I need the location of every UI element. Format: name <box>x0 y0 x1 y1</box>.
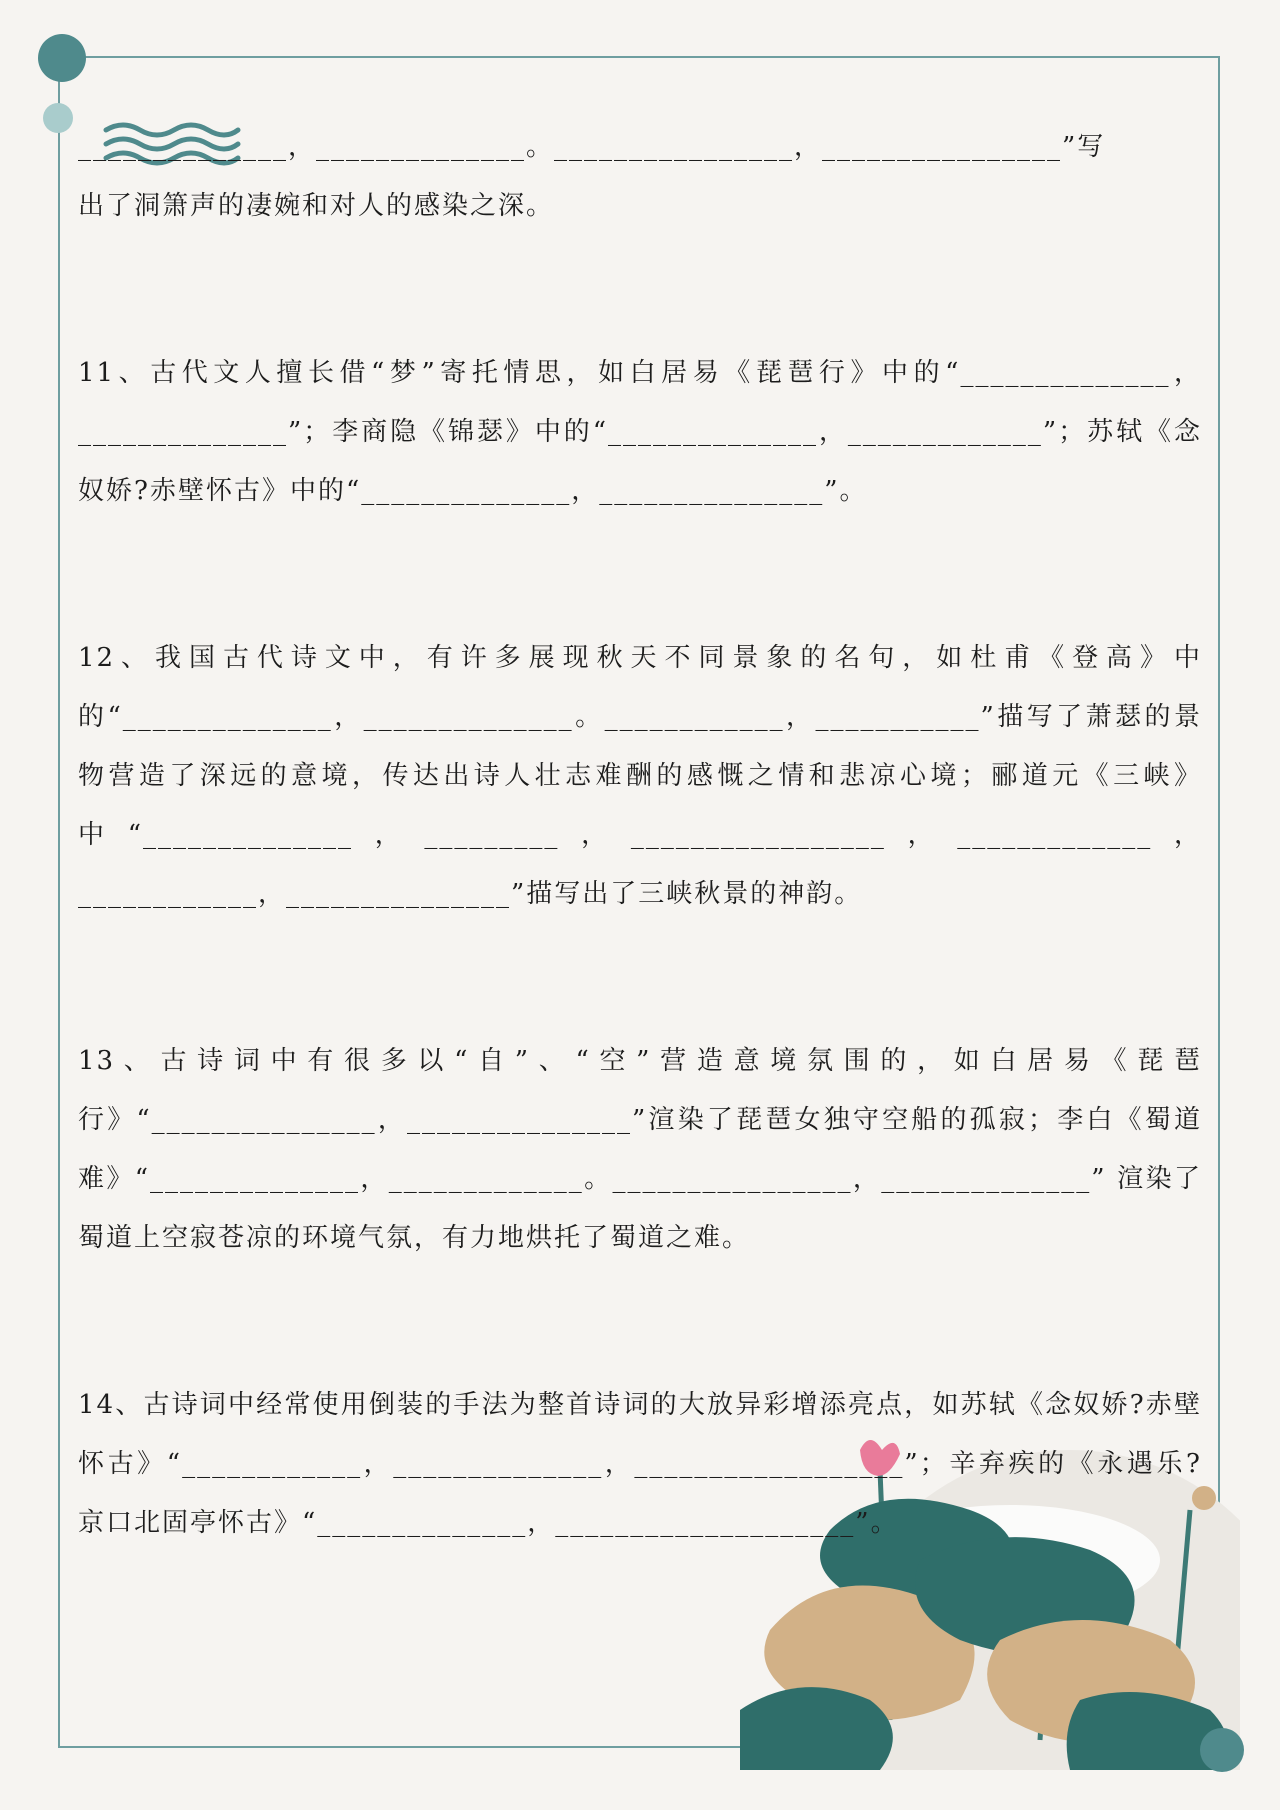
corner-dot-bottom <box>1200 1728 1244 1772</box>
document-body <box>78 118 1202 1553</box>
question-14: 14、古诗词中经常使用倒装的手法为整首诗词的大放异彩增添亮点，如苏轼《念奴娇?赤壁怀古》“____________，______________，__________________”；辛弃疾的《永遇乐?京口北固亭怀古》“______________，____________________”。 <box>78 1390 1202 1538</box>
q10-tail-line2: 出了洞箫声的凄婉和对人的感染之深。 <box>78 191 555 221</box>
corner-dot-small <box>43 103 73 133</box>
question-11: 11、古代文人擅长借“梦”寄托情思，如白居易《琵琶行》中的“______________，______________”；李商隐《锦瑟》中的“______________，_____________”；苏轼《念奴娇?赤壁怀古》中的“______________，_______________”。 <box>78 358 1202 506</box>
q10-tail-line1: ______________，______________。________________，________________”写 <box>78 132 1106 162</box>
question-13: 13、古诗词中有很多以“自”、“空”营造意境氛围的，如白居易《琵琶行》“_______________，_______________”渲染了琵琶女独守空船的孤寂；李白《蜀道难》“______________，_____________。________________，______________” 渲染了蜀道上空寂苍凉的环境气氛，有力地烘托了蜀道之难。 <box>78 1046 1202 1253</box>
corner-dot-large <box>38 34 86 82</box>
question-12: 12、我国古代诗文中，有许多展现秋天不同景象的名句，如杜甫《登高》中的“______________，______________。____________，___________”描写了萧瑟的景物营造了深远的意境，传达出诗人壮志难酬的感慨之情和悲凉心境；郦道元《三峡》中“______________，_________，_________________，_____________，____________，_______________”描写出了三峡秋景的神韵。 <box>78 643 1202 909</box>
